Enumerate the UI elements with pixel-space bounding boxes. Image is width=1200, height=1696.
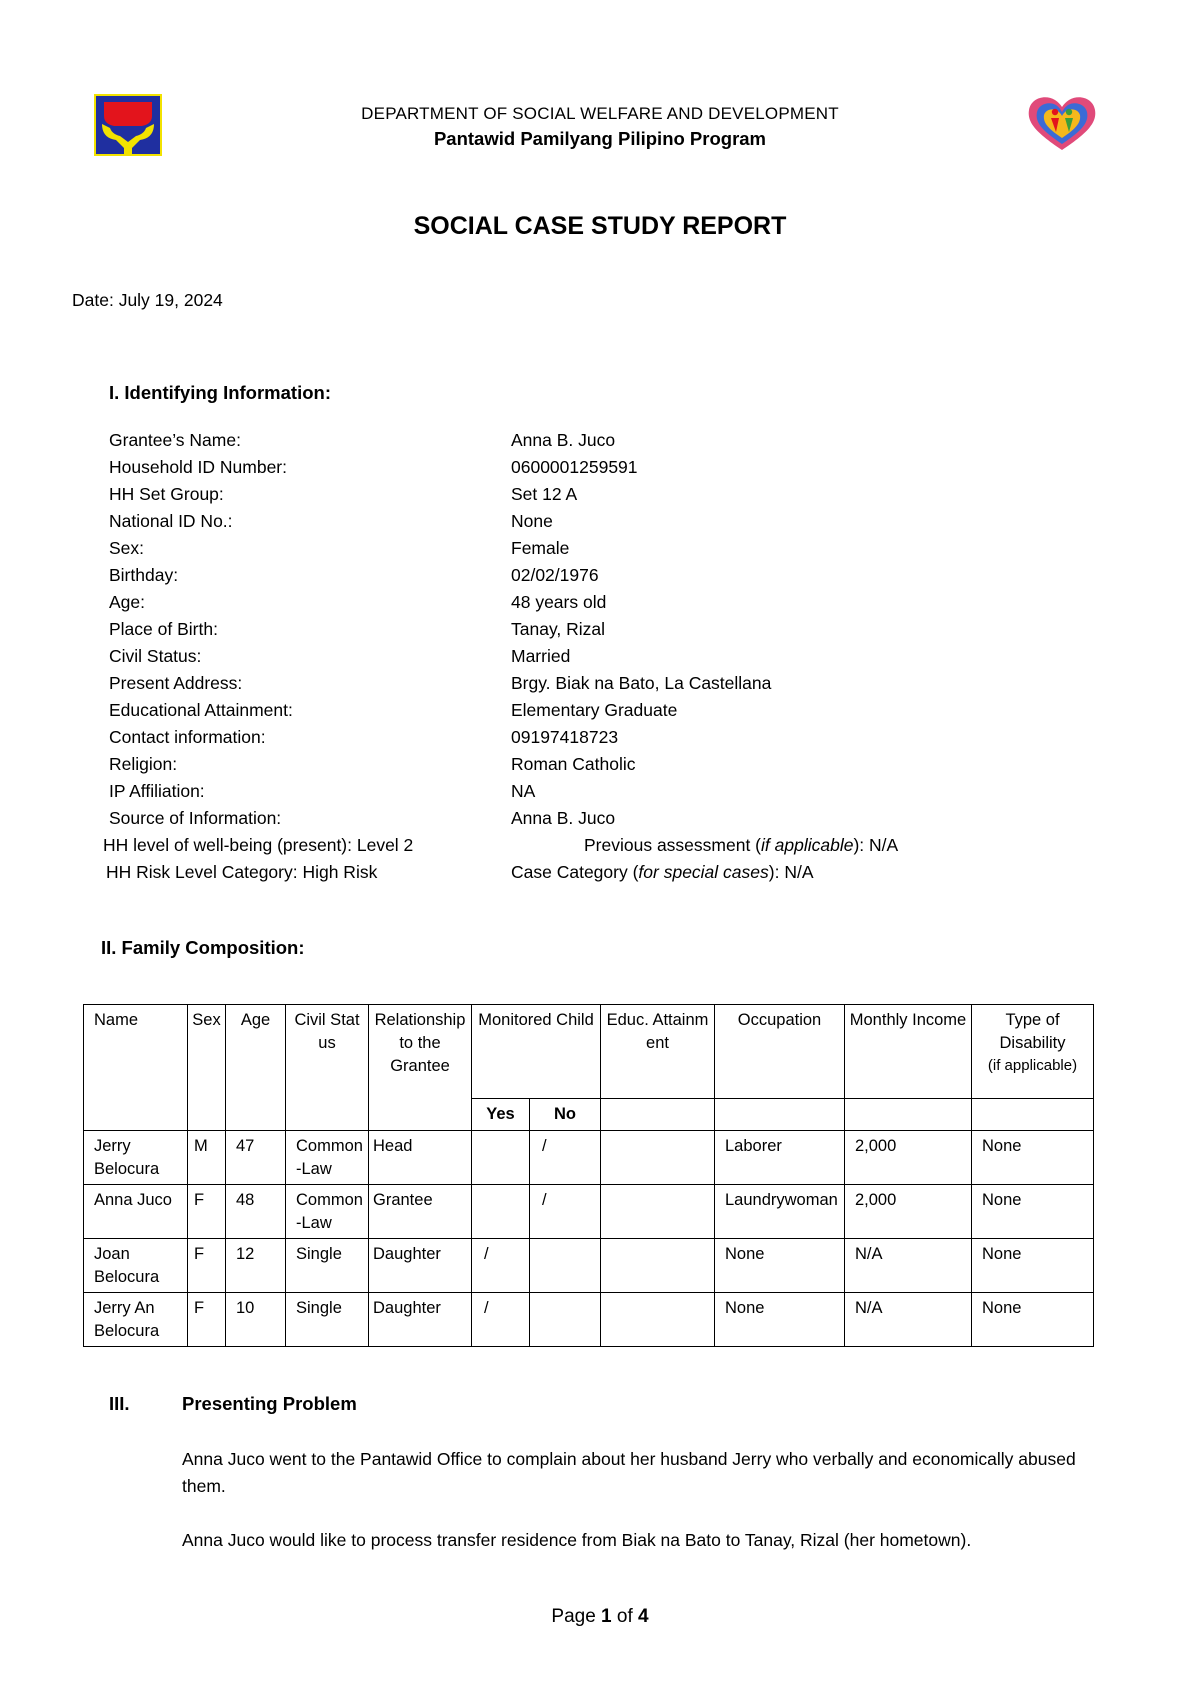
member-educ	[601, 1239, 715, 1293]
page-word: Page	[551, 1606, 602, 1627]
member-monitored-no	[530, 1239, 601, 1293]
member-occupation: Laundrywoman	[715, 1185, 845, 1239]
info-label: Present Address:	[109, 673, 243, 693]
info-label: Contact information:	[109, 727, 266, 747]
page-current: 1	[601, 1606, 612, 1627]
col-header-age: Age	[226, 1005, 286, 1131]
program-name: Pantawid Pamilyang Pilipino Program	[433, 128, 767, 149]
col-header-monitored-child: Monitored Child	[472, 1005, 601, 1099]
member-occupation: None	[715, 1239, 845, 1293]
member-monitored-yes: /	[472, 1239, 530, 1293]
info-value: 02/02/1976	[511, 565, 599, 585]
col-header-relationship: Relationship to the Grantee	[369, 1005, 472, 1131]
member-age: 12	[226, 1239, 286, 1293]
section-problem-heading: Presenting Problem	[182, 1393, 357, 1414]
col-header-disability	[972, 1005, 1094, 1099]
member-name: Joan Belocura	[84, 1239, 188, 1293]
info-label: Source of Information:	[109, 808, 282, 828]
info-value: Set 12 A	[511, 484, 578, 504]
case-category-note: for special cases	[638, 862, 769, 882]
info-label: Birthday:	[109, 565, 179, 585]
col-header-civil-status: Civil Status	[286, 1005, 369, 1131]
member-sex: F	[188, 1293, 226, 1347]
info-value: Female	[511, 538, 570, 558]
member-monitored-yes	[472, 1185, 530, 1239]
col-header-no: No	[530, 1099, 601, 1131]
risk-level: HH Risk Level Category: High Risk	[106, 862, 378, 882]
member-name: Anna Juco	[84, 1185, 188, 1239]
info-value: Elementary Graduate	[511, 700, 678, 720]
report-title: SOCIAL CASE STUDY REPORT	[413, 212, 787, 240]
member-disability: None	[972, 1185, 1094, 1239]
member-monitored-no: /	[530, 1185, 601, 1239]
member-disability: None	[972, 1131, 1094, 1185]
info-value: Tanay, Rizal	[511, 619, 606, 639]
table-row	[84, 1131, 1094, 1185]
info-value: Married	[511, 646, 571, 666]
col-header-disability-note: (if applicable)	[987, 1057, 1078, 1074]
member-disability: None	[972, 1293, 1094, 1347]
col-header-name: Name	[84, 1005, 188, 1131]
member-disability: None	[972, 1239, 1094, 1293]
member-income: N/A	[845, 1293, 972, 1347]
member-civil-status: Single	[286, 1293, 369, 1347]
case-category-value: ): N/A	[768, 862, 814, 882]
info-label: IP Affiliation:	[109, 781, 205, 801]
table-row	[84, 1239, 1094, 1293]
member-civil-status: Single	[286, 1239, 369, 1293]
page-indicator	[0, 1606, 1200, 1628]
info-value: Anna B. Juco	[511, 430, 616, 450]
member-name: Jerry An Belocura	[84, 1293, 188, 1347]
wellbeing-level: HH level of well-being (present): Level 2	[103, 835, 414, 855]
previous-assessment-prefix: Previous assessment (	[584, 835, 762, 855]
member-sex: F	[188, 1185, 226, 1239]
col-header-disability-title: Type of Disability	[999, 1011, 1066, 1052]
info-value: 48 years old	[511, 592, 607, 612]
info-label: Place of Birth:	[109, 619, 218, 639]
info-label: Civil Status:	[109, 646, 202, 666]
member-monitored-yes	[472, 1131, 530, 1185]
info-value: Anna B. Juco	[511, 808, 616, 828]
member-educ	[601, 1185, 715, 1239]
info-label: Religion:	[109, 754, 178, 774]
member-age: 47	[226, 1131, 286, 1185]
info-value: 0600001259591	[511, 457, 638, 477]
col-header-sex: Sex	[188, 1005, 226, 1131]
member-relationship: Head	[369, 1131, 472, 1185]
case-category-prefix: Case Category (	[511, 862, 639, 882]
info-label: National ID No.:	[109, 511, 233, 531]
member-sex: M	[188, 1131, 226, 1185]
member-relationship: Daughter	[369, 1293, 472, 1347]
info-label: HH Set Group:	[109, 484, 224, 504]
member-educ	[601, 1131, 715, 1185]
table-row	[84, 1185, 1094, 1239]
member-educ	[601, 1293, 715, 1347]
member-age: 48	[226, 1185, 286, 1239]
col-header-blank	[601, 1099, 715, 1131]
member-relationship: Daughter	[369, 1239, 472, 1293]
col-header-occupation: Occupation	[715, 1005, 845, 1099]
member-occupation: Laborer	[715, 1131, 845, 1185]
case-category	[511, 862, 814, 883]
col-header-blank	[972, 1099, 1094, 1131]
problem-paragraph: Anna Juco would like to process transfer residence from Biak na Bato to Tanay, Rizal (her hometown).	[182, 1530, 972, 1550]
problem-paragraph: Anna Juco went to the Pantawid Office to complain about her husband Jerry who verbally and economically abused them.	[182, 1449, 1076, 1496]
family-composition-table	[83, 1004, 1094, 1347]
member-monitored-yes: /	[472, 1293, 530, 1347]
col-header-yes: Yes	[472, 1099, 530, 1131]
previous-assessment-value: ): N/A	[853, 835, 899, 855]
previous-assessment	[584, 835, 898, 856]
info-value: Roman Catholic	[511, 754, 636, 774]
agency-name: DEPARTMENT OF SOCIAL WELFARE AND DEVELOPMENT	[361, 104, 839, 123]
info-label: Sex:	[109, 538, 145, 558]
info-value: Brgy. Biak na Bato, La Castellana	[511, 673, 772, 693]
info-label: Age:	[109, 592, 145, 612]
col-header-blank	[845, 1099, 972, 1131]
table-row	[84, 1293, 1094, 1347]
info-value: NA	[511, 781, 536, 801]
previous-assessment-note: if applicable	[761, 835, 854, 855]
member-monitored-no: /	[530, 1131, 601, 1185]
page-total: 4	[638, 1606, 649, 1627]
member-relationship: Grantee	[369, 1185, 472, 1239]
report-date: Date: July 19, 2024	[72, 290, 223, 310]
section-identifying-heading: I. Identifying Information:	[109, 382, 331, 403]
section-family-heading: II. Family Composition:	[101, 937, 305, 958]
section-problem-number: III.	[109, 1393, 130, 1414]
info-label: Educational Attainment:	[109, 700, 293, 720]
info-value: 09197418723	[511, 727, 619, 747]
col-header-blank	[715, 1099, 845, 1131]
member-income: 2,000	[845, 1185, 972, 1239]
member-monitored-no	[530, 1293, 601, 1347]
member-name: Jerry Belocura	[84, 1131, 188, 1185]
col-header-educ: Educ. Attainment	[601, 1005, 715, 1099]
info-label: Grantee’s Name:	[109, 430, 241, 450]
member-sex: F	[188, 1239, 226, 1293]
col-header-income: Monthly Income	[845, 1005, 972, 1099]
page-of: of	[611, 1606, 639, 1627]
member-income: N/A	[845, 1239, 972, 1293]
member-civil-status: Common-Law	[286, 1185, 369, 1239]
member-income: 2,000	[845, 1131, 972, 1185]
info-label: Household ID Number:	[109, 457, 287, 477]
member-civil-status: Common-Law	[286, 1131, 369, 1185]
info-value: None	[511, 511, 553, 531]
member-age: 10	[226, 1293, 286, 1347]
member-occupation: None	[715, 1293, 845, 1347]
